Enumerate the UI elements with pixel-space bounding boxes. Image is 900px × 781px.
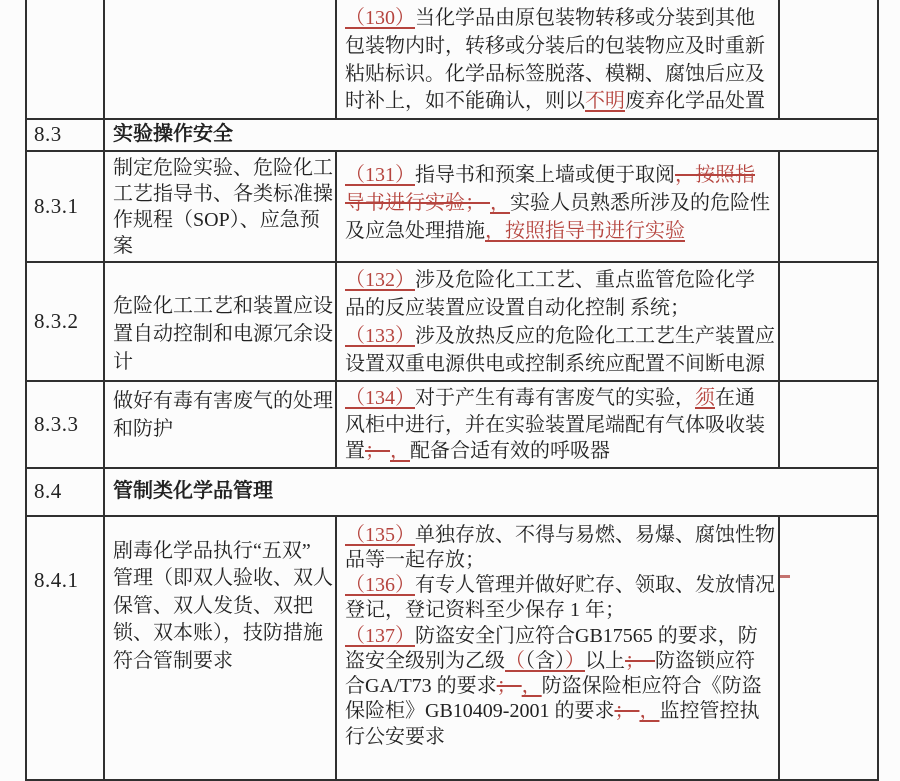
- detail-cell: [336, 516, 779, 780]
- text: 当化学品由原包装物转移或分装到其他: [415, 7, 755, 29]
- checklist-table: [25, 0, 879, 781]
- text: 单独存放、不得与易燃、易爆、腐蚀性物: [415, 523, 775, 546]
- detail-cell: [336, 381, 779, 468]
- text: 行公安要求: [345, 725, 445, 748]
- detail-line: [345, 267, 774, 295]
- desc-line: 计: [113, 350, 133, 373]
- inserted-text: 须: [695, 387, 715, 410]
- text: 时补上，如不能确认，则以: [345, 90, 585, 113]
- detail-line: [345, 624, 774, 649]
- desc-line: 剧毒化学品执行“五双”: [113, 539, 311, 562]
- inserted-text: 不明: [585, 90, 625, 113]
- table-row-continuation: [26, 0, 878, 119]
- text: 有专人管理并做好贮存、领取、发放情况: [415, 574, 775, 597]
- detail-line: [345, 33, 774, 61]
- text: 废弃化学品处置: [625, 90, 765, 113]
- desc-line: 案: [113, 235, 133, 258]
- detail-line: [345, 190, 774, 218]
- text: 以上: [585, 649, 625, 672]
- table-row-8.3.2: [26, 262, 878, 381]
- item-desc-cell: [104, 0, 336, 119]
- inserted-text: （134）: [345, 387, 415, 410]
- desc-line: 做好有毒有害废气的处理: [113, 390, 333, 413]
- text: 包装物内时，转移或分装后的包装物应及时重新: [345, 34, 765, 57]
- inserted-text: （135）: [345, 523, 415, 546]
- detail-line: [345, 523, 774, 548]
- detail-line: [345, 162, 774, 190]
- desc-line: 保管、双人发货、双把: [113, 594, 313, 617]
- detail-line: [345, 385, 774, 412]
- row-number-cell: [26, 0, 104, 119]
- desc-line: 管理（即双人验收、双人: [113, 567, 333, 590]
- text: 指导书和预案上墙或便于取阅: [415, 164, 675, 187]
- text: 登记，登记资料至少保存 1 年；: [345, 599, 625, 622]
- text: 在通: [715, 387, 755, 410]
- desc-line: 危险化工工艺和装置应设: [113, 295, 333, 318]
- detail-line: [345, 598, 774, 623]
- item-desc-cell: [104, 262, 336, 381]
- desc-line: 置自动控制和电源冗余设: [113, 322, 333, 345]
- remark-cell: [779, 381, 878, 468]
- inserted-text: （137）: [345, 624, 415, 647]
- deleted-text: 导书进行实验；: [345, 191, 490, 214]
- row-number-cell: 8.3: [26, 119, 104, 151]
- desc-line: 锁、双本账），技防措施: [113, 622, 323, 645]
- inserted-text: （130）: [345, 7, 415, 29]
- inserted-text: ，: [390, 440, 410, 463]
- detail-line: [345, 548, 774, 573]
- inserted-text: （133）: [345, 324, 415, 347]
- detail-line: [345, 295, 774, 323]
- detail-cell: [336, 262, 779, 381]
- inserted-text: （131）: [345, 164, 415, 187]
- detail-cell: [336, 0, 779, 119]
- desc-line: 工艺指导书、各类标准操: [113, 183, 333, 206]
- text: 监控管控执: [659, 700, 760, 723]
- text: 置: [345, 440, 365, 463]
- section-title: 实验操作安全: [104, 119, 878, 151]
- desc-line: 和防护: [113, 418, 173, 441]
- item-desc-cell: [104, 151, 336, 262]
- inserted-text: ，: [490, 191, 510, 214]
- deleted-text: ；: [365, 440, 390, 463]
- table-row-8.3: [26, 119, 878, 151]
- row-number-cell: 8.3.1: [26, 151, 104, 262]
- inserted-text: （: [505, 649, 525, 672]
- deleted-text: ；: [614, 700, 640, 723]
- text: 实验人员熟悉所涉及的危险性: [510, 191, 770, 214]
- detail-line: [345, 88, 774, 116]
- table-row-8.3.3: [26, 381, 878, 468]
- text: 风柜中进行，并在实验装置尾端配有气体吸收装: [345, 413, 765, 436]
- text: 防盗安全门应符合GB17565 的要求，防: [415, 624, 758, 647]
- row-number-cell: 8.3.3: [26, 381, 104, 468]
- text: 配备合适有效的呼吸器: [410, 440, 610, 463]
- margin-change-mark: [780, 575, 790, 578]
- text: 盗安全级别为乙级: [345, 649, 505, 672]
- text: 品的反应装置应设置自动化控制 系统；: [345, 296, 690, 319]
- inserted-text: （136）: [345, 574, 415, 597]
- remark-cell: [779, 262, 878, 381]
- item-desc-cell: [104, 381, 336, 468]
- detail-line: [345, 218, 774, 246]
- item-desc-cell: [104, 516, 336, 780]
- detail-cell: [336, 151, 779, 262]
- detail-line: [345, 674, 774, 699]
- section-title: 管制类化学品管理: [104, 468, 878, 516]
- text: 合GA/T73 的要求: [345, 675, 497, 698]
- text: 设置双重电源供电或控制系统应配置不间断电源: [345, 352, 765, 375]
- table-row-8.3.1: [26, 151, 878, 262]
- text: 防盗锁应符: [655, 649, 755, 672]
- detail-line: [345, 699, 774, 724]
- text: 涉及危险化工工艺、重点监管危险化学: [415, 269, 755, 292]
- remark-cell: [779, 516, 878, 780]
- desc-line: 制定危险实验、危险化工: [113, 157, 333, 180]
- detail-line: [345, 61, 774, 89]
- desc-line: 符合管制要求: [113, 649, 233, 672]
- inserted-text: （132）: [345, 269, 415, 292]
- text: 及应急处理措施: [345, 219, 485, 242]
- detail-line: [345, 412, 774, 439]
- row-number-cell: 8.4: [26, 468, 104, 516]
- detail-line: [345, 5, 774, 33]
- inserted-text: （含）: [525, 649, 565, 672]
- inserted-text: ）: [565, 649, 585, 672]
- detail-line: [345, 438, 774, 465]
- text: 对于产生有毒有害废气的实验，: [415, 387, 695, 410]
- detail-line: [345, 725, 774, 750]
- remark-cell: [779, 151, 878, 262]
- table-row-8.4.1: [26, 516, 878, 780]
- text: 品等一起存放；: [345, 549, 485, 572]
- table-row-8.4: [26, 468, 878, 516]
- deleted-text: ，按照指: [675, 164, 755, 187]
- deleted-text: ；: [625, 649, 655, 672]
- inserted-text: ，按照指导书进行实验: [485, 219, 685, 242]
- remark-cell: [779, 0, 878, 119]
- text: 涉及放热反应的危险化工工艺生产装置应: [415, 324, 775, 347]
- text: 防盗保险柜应符合《防盗: [541, 675, 762, 698]
- text: 粘贴标识。化学品标签脱落、模糊、腐蚀后应及: [345, 62, 765, 85]
- inserted-text: ，: [639, 700, 660, 723]
- row-number-cell: 8.3.2: [26, 262, 104, 381]
- detail-line: [345, 351, 774, 379]
- row-number-cell: 8.4.1: [26, 516, 104, 780]
- desc-line: 作规程（SOP）、应急预: [113, 209, 320, 232]
- detail-line: [345, 649, 774, 674]
- inserted-text: ，: [521, 675, 542, 698]
- deleted-text: ；: [496, 675, 522, 698]
- text: 保险柜》GB10409-2001 的要求: [345, 700, 615, 723]
- detail-line: [345, 573, 774, 598]
- detail-line: [345, 323, 774, 351]
